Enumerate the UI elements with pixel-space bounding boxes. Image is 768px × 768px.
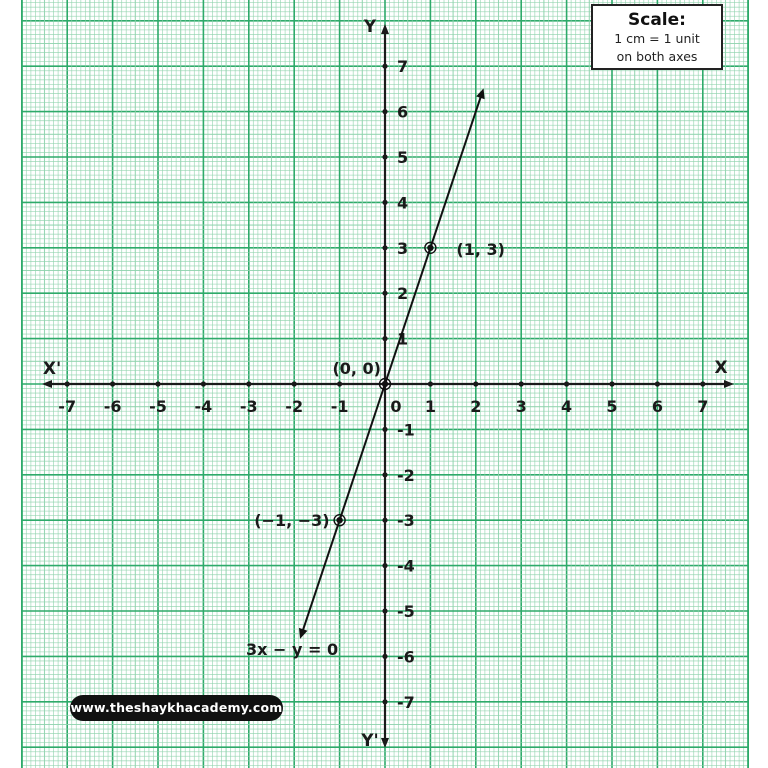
y-tick	[382, 472, 387, 477]
y-tick-label: 5	[397, 148, 409, 167]
point-label: (−1, −3)	[254, 511, 330, 531]
data-point	[382, 381, 388, 387]
y-tick	[382, 427, 387, 432]
x-tick	[110, 381, 115, 386]
x-tick-label: 3	[515, 397, 527, 416]
x-neg-axis-label: X'	[42, 359, 62, 379]
y-tick-label: 2	[397, 284, 409, 304]
y-tick	[382, 109, 387, 114]
x-tick	[519, 381, 524, 386]
y-axis-label: Y	[363, 17, 377, 37]
y-tick-label: -7	[397, 692, 415, 712]
x-tick	[292, 381, 297, 386]
scale-box	[591, 4, 723, 70]
x-tick	[65, 381, 70, 386]
data-point	[427, 245, 433, 251]
y-tick	[382, 291, 387, 296]
y-tick	[382, 654, 387, 659]
x-tick-label: 0	[390, 397, 402, 416]
y-tick-label: 7	[397, 57, 409, 77]
x-axis-label: X	[714, 358, 728, 378]
x-tick	[201, 381, 206, 386]
y-tick-label: -2	[397, 465, 415, 485]
website-badge: www.theshaykhacademy.com	[70, 695, 283, 721]
x-tick	[700, 381, 705, 386]
scale-line-2: on both axes	[616, 49, 698, 64]
y-tick-label: -6	[397, 647, 415, 667]
y-tick	[382, 245, 387, 250]
y-tick	[382, 699, 387, 704]
y-tick-label: 4	[397, 193, 409, 213]
x-tick	[337, 381, 342, 386]
x-tick-label: 2	[470, 397, 482, 416]
x-tick-label: -6	[103, 397, 122, 416]
x-axis-arrow-icon	[724, 380, 734, 388]
x-tick-label: -5	[149, 397, 167, 416]
y-tick-label: -5	[397, 602, 415, 621]
point-label: (0, 0)	[332, 359, 381, 378]
x-tick-label: -7	[58, 397, 77, 416]
x-tick-label: -2	[285, 397, 304, 416]
x-tick	[473, 381, 478, 386]
x-tick	[246, 381, 251, 386]
y-tick-label: 1	[397, 329, 409, 349]
y-tick	[382, 518, 387, 523]
y-neg-axis-label: Y'	[361, 731, 379, 751]
x-tick-label: 1	[424, 397, 436, 416]
y-tick-label: 3	[397, 238, 409, 258]
x-tick-label: -3	[239, 397, 258, 416]
series-line	[301, 91, 483, 636]
y-tick-label: -4	[397, 556, 415, 576]
x-tick	[155, 381, 160, 386]
x-tick-label: -1	[330, 397, 349, 416]
equation-label: 3x − y = 0	[246, 640, 339, 659]
y-tick-label: -3	[397, 511, 415, 531]
x-tick	[655, 381, 660, 386]
point-label: (1, 3)	[456, 239, 505, 259]
y-tick	[382, 608, 387, 613]
x-tick-label: 4	[561, 397, 573, 416]
y-tick	[382, 64, 387, 69]
x-tick	[428, 381, 433, 386]
scale-line-1: 1 cm = 1 unit	[614, 31, 700, 46]
y-tick-label: -1	[397, 420, 415, 440]
y-tick	[382, 336, 387, 341]
y-tick	[382, 154, 387, 159]
x-tick-label: -4	[194, 397, 213, 416]
scale-title: Scale:	[628, 10, 686, 30]
x-tick	[564, 381, 569, 386]
x-tick-label: 6	[651, 397, 663, 416]
data-point	[336, 517, 342, 523]
x-tick-label: 7	[697, 397, 709, 416]
x-tick-label: 5	[606, 397, 618, 416]
y-tick	[382, 563, 387, 568]
x-axis-neg-arrow-icon	[42, 380, 52, 388]
y-tick	[382, 200, 387, 205]
y-tick-label: 6	[397, 102, 409, 122]
x-tick	[609, 381, 614, 386]
